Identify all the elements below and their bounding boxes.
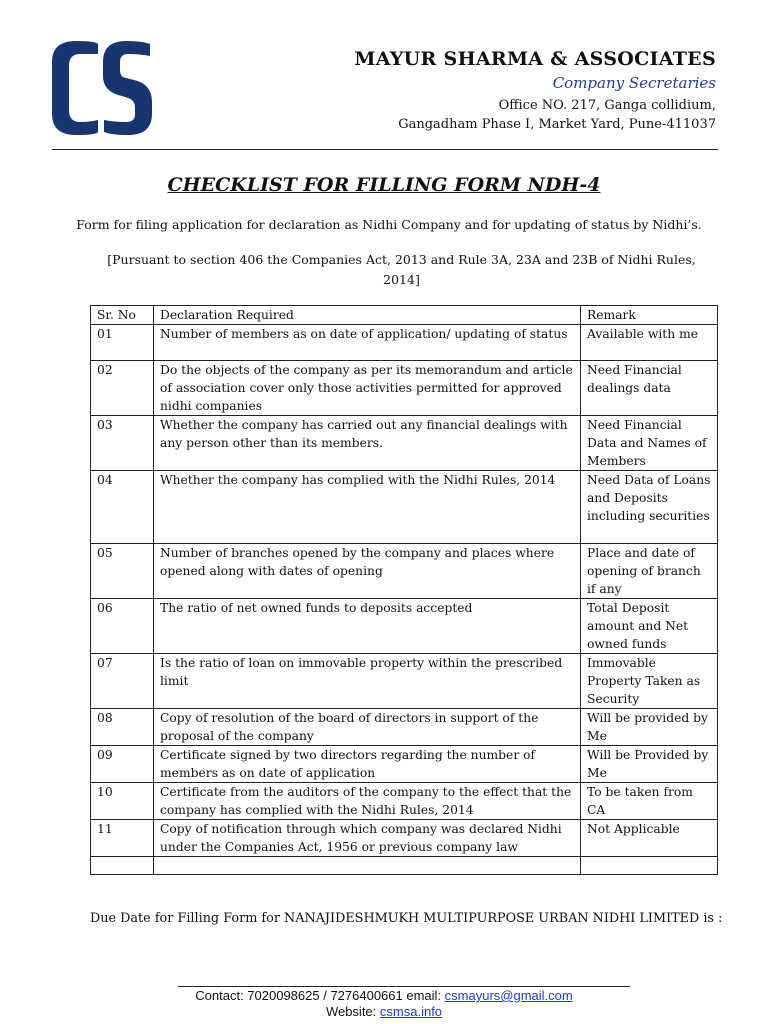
sr-no-cell: 07 xyxy=(91,654,154,709)
pursuant-note: [Pursuant to section 406 the Companies Act, 2013 and Rule 3A, 23A and 23B of Nidhi Rules, 2014] xyxy=(107,252,696,287)
declaration-cell: Certificate from the auditors of the company to the effect that the company has complied with the Nidhi Rules, 2014 xyxy=(154,783,581,820)
sr-no-cell: 03 xyxy=(91,416,154,471)
address-line-1: Office NO. 217, Ganga collidium, xyxy=(498,98,716,113)
declaration-cell: Number of members as on date of application/ updating of status xyxy=(154,325,581,361)
sr-no-cell: 05 xyxy=(91,544,154,599)
table-header-row xyxy=(91,306,718,325)
remark-cell: Need Financial Data and Names of Members xyxy=(581,416,718,471)
table-row xyxy=(91,325,718,361)
sr-no-cell: 02 xyxy=(91,361,154,416)
remark-cell: Will be provided by Me xyxy=(581,709,718,746)
firm-name: MAYUR SHARMA & ASSOCIATES xyxy=(354,48,716,70)
cs-logo xyxy=(50,40,154,136)
address-line-2: Gangadham Phase I, Market Yard, Pune-411037 xyxy=(398,117,716,132)
declaration-cell: Copy of resolution of the board of directors in support of the proposal of the company xyxy=(154,709,581,746)
header-sr-no: Sr. No xyxy=(91,306,154,325)
remark-cell: Need Data of Loans and Deposits including securities xyxy=(581,471,718,544)
sr-no-cell: 09 xyxy=(91,746,154,783)
footer-contact xyxy=(0,988,768,1020)
document-title: CHECKLIST FOR FILLING FORM NDH-4 xyxy=(167,174,601,196)
header-remark: Remark xyxy=(581,306,718,325)
table-row xyxy=(91,654,718,709)
table-row xyxy=(91,416,718,471)
declaration-cell: Copy of notification through which company was declared Nidhi under the Companies Act, 1956 or previous company law xyxy=(154,820,581,857)
sr-no-cell: 11 xyxy=(91,820,154,857)
firm-header xyxy=(354,48,716,134)
table-row xyxy=(91,544,718,599)
header-divider xyxy=(52,149,718,150)
website-link[interactable]: csmsa.info xyxy=(379,1004,443,1019)
header-declaration: Declaration Required xyxy=(154,306,581,325)
remark-cell: Total Deposit amount and Net owned funds xyxy=(581,599,718,654)
declaration-cell: Whether the company has complied with the Nidhi Rules, 2014 xyxy=(154,471,581,544)
document-intro: Form for filing application for declaration as Nidhi Company and for updating of status by Nidhi’s. xyxy=(76,217,702,232)
table-row xyxy=(91,709,718,746)
due-date-line: Due Date for Filling Form for NANAJIDESHMUKH MULTIPURPOSE URBAN NIDHI LIMITED is : xyxy=(90,911,723,926)
table-row xyxy=(91,361,718,416)
contact-phone-text: Contact: 7020098625 / 7276400661 email: xyxy=(195,988,442,1003)
firm-subtitle: Company Secretaries xyxy=(552,74,716,92)
remark-cell: Not Applicable xyxy=(581,820,718,857)
remark-cell: Place and date of opening of branch if any xyxy=(581,544,718,599)
declaration-cell: The ratio of net owned funds to deposits accepted xyxy=(154,599,581,654)
sr-no-cell: 10 xyxy=(91,783,154,820)
website-label: Website: xyxy=(325,1004,377,1019)
sr-no-cell: 04 xyxy=(91,471,154,544)
sr-no-cell xyxy=(91,857,154,875)
website-line xyxy=(0,1004,768,1020)
remark-cell: Need Financial dealings data xyxy=(581,361,718,416)
declaration-cell xyxy=(154,857,581,875)
table-row xyxy=(91,471,718,544)
declaration-cell: Number of branches opened by the company and places where opened along with dates of opening xyxy=(154,544,581,599)
firm-address xyxy=(354,96,716,134)
declaration-cell: Do the objects of the company as per its memorandum and article of association cover only those activities permitted for approved nidhi companies xyxy=(154,361,581,416)
email-link[interactable]: csmayurs@gmail.com xyxy=(444,988,573,1003)
remark-cell: Will be Provided by Me xyxy=(581,746,718,783)
remark-cell: To be taken from CA xyxy=(581,783,718,820)
declaration-cell: Whether the company has carried out any financial dealings with any person other than its members. xyxy=(154,416,581,471)
sr-no-cell: 01 xyxy=(91,325,154,361)
footer-divider xyxy=(178,986,630,987)
declaration-cell: Certificate signed by two directors regarding the number of members as on date of application xyxy=(154,746,581,783)
table-row xyxy=(91,857,718,875)
table-row xyxy=(91,820,718,857)
checklist-table xyxy=(90,305,718,875)
sr-no-cell: 06 xyxy=(91,599,154,654)
declaration-cell: Is the ratio of loan on immovable property within the prescribed limit xyxy=(154,654,581,709)
remark-cell: Immovable Property Taken as Security xyxy=(581,654,718,709)
contact-line xyxy=(0,988,768,1004)
table-row xyxy=(91,746,718,783)
remark-cell: Available with me xyxy=(581,325,718,361)
sr-no-cell: 08 xyxy=(91,709,154,746)
table-row xyxy=(91,599,718,654)
remark-cell xyxy=(581,857,718,875)
table-row xyxy=(91,783,718,820)
